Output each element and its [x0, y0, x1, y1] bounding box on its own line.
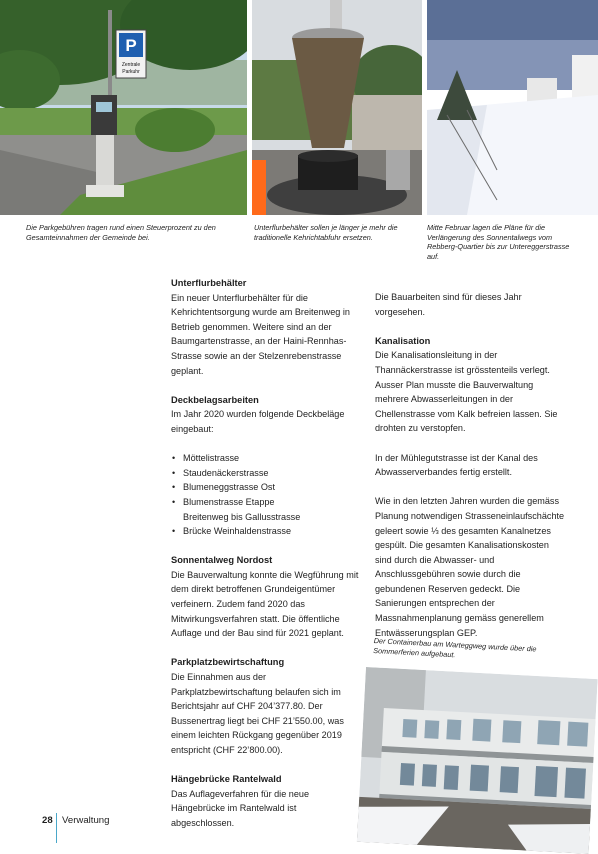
- text-parkplatzbewirtschaftung: Die Einnahmen aus der Parkplatzbewirtschaftung belaufen sich im Berichtsjahr auf CHF 204’377.80. Der Bussenertrag liegt bei CHF 21’550.00, was einem leichten Rückgang gegenüber 2019 entspricht (CHF 22’800.00).: [171, 672, 344, 755]
- text-sonnentalweg: Die Bauverwaltung konnte die Wegführung mit dem direkt betroffenen Grundeigentümer verfeinern. Zudem fand 2020 das Mitwirkungsverfahren statt. Die öffentliche Auflage und der Bau sind für 2021 geplant.: [171, 569, 359, 639]
- heading-sonnentalweg: Sonnentalweg Nordost: [171, 555, 273, 566]
- text-kanalisation-2: In der Mühlegutstrasse ist der Kanal des Abwasserverbandes fertig erstellt.: [375, 452, 538, 478]
- parking-sign-line1: Zentrale: [121, 62, 141, 68]
- right-column: [375, 290, 567, 655]
- left-column: [171, 276, 359, 845]
- footer-divider: [56, 813, 57, 843]
- text-haengebruecke: Das Auflageverfahren für die neue Hängebrücke im Rantelwald ist abgeschlossen.: [171, 788, 310, 828]
- container-building-illustration: [357, 667, 598, 854]
- heading-kanalisation: Kanalisation: [375, 335, 431, 346]
- photo-underfloor-container: [252, 0, 422, 215]
- photo-container-building: [357, 667, 598, 854]
- list-item: • Staudenäckerstrasse: [183, 466, 359, 481]
- heading-unterflurbehaelter: Unterflurbehälter: [171, 278, 247, 288]
- list-item: • Blumenstrasse Etappe Breitenweg bis Gallusstrasse: [183, 495, 359, 524]
- caption-snow: Mitte Februar lagen die Pläne für die Verlängerung des Sonnentalwegs vom Rebberg-Quartier bis zur Untereggerstrasse auf.: [427, 223, 570, 261]
- text-kanalisation-3: Wie in den letzten Jahren wurden die gemäss Planung notwendigen Strasseneinlaufschächte geleert sowie ⅓ des gesamten Kanalnetzes gespült. Die gesamten Kanalisationskosten sind durch die Abwasser- und Anschlussgebühren sowie durch die gebundenen Reserven gedeckt. Die Sanierungen entsprechen der Massnahmenplanung gemäss generellem Entwässerungsplan GEP.: [375, 496, 565, 638]
- heading-parkplatzbewirtschaftung: Parkplatzbewirtschaftung: [171, 657, 285, 668]
- text-bauarbeiten: Die Bauarbeiten sind für dieses Jahr vorgesehen.: [375, 292, 522, 317]
- heading-deckbelagsarbeiten: Deckbelagsarbeiten: [171, 394, 259, 405]
- list-item: • Möttelistrasse: [183, 451, 359, 466]
- underfloor-container-illustration: [252, 0, 422, 215]
- parking-meter-illustration: [0, 0, 247, 215]
- footer-section: Verwaltung: [62, 815, 110, 826]
- photo-parking-meter: [0, 0, 247, 215]
- parking-sign-line2: Parkuhr: [122, 69, 140, 75]
- caption-underfloor: Unterflurbehälter sollen je länger je mehr die traditionelle Kehrichtabfuhr ersetzen.: [254, 223, 398, 242]
- list-item: • Brücke Weinhaldenstrasse: [183, 524, 359, 539]
- text-unterflurbehaelter: Ein neuer Unterflurbehälter für die Kehrichtentsorgung wurde am Breitenweg in Betrieb genommen. Weitere sind an der Baumgartenstrasse, an der Haini-Rennhas-Strasse sowie an der Stelzenrebenstrasse geplant.: [171, 292, 350, 376]
- snow-path-illustration: [427, 0, 598, 215]
- heading-haengebruecke: Hängebrücke Rantelwald: [171, 774, 282, 785]
- list-deckbelaege: [171, 451, 359, 539]
- caption-container: Der Containerbau am Warteggweg wurde über die Sommerferien aufgebaut.: [373, 636, 537, 659]
- list-item: • Blumeneggstrasse Ost: [183, 480, 359, 495]
- photo-snow-path: [427, 0, 598, 215]
- caption-parking: Die Parkgebühren tragen rund einen Steuerprozent zu den Gesamteinnahmen der Gemeinde bei.: [26, 223, 216, 242]
- text-deckbelagsarbeiten-intro: Im Jahr 2020 wurden folgende Deckbeläge eingebaut:: [171, 409, 345, 434]
- text-kanalisation-1: Die Kanalisationsleitung in der Thannäckerstrasse ist grösstenteils verlegt. Ausser Plan musste die Bauverwaltung mehrere Abwasserleitungen in der Chellenstrasse vom Kalk befreien lassen. Sie drohten zu verstopfen.: [375, 350, 558, 434]
- page-number: 28: [42, 815, 53, 826]
- parking-sign-letter: P: [125, 36, 137, 55]
